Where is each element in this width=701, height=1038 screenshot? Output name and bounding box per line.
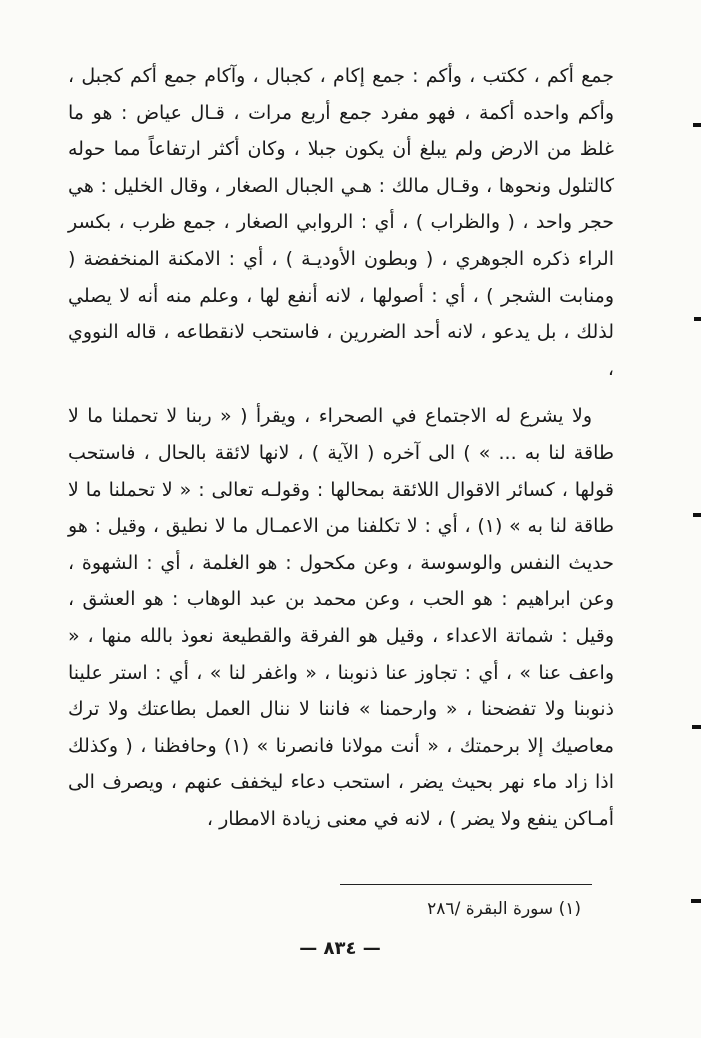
main-text <box>68 58 614 837</box>
scan-edge-mark <box>693 123 701 127</box>
paragraph: جمع أكم ، ككتب ، وأكم : جمع إكام ، كجبال ، وآكام جمع أكم كجبل ، وأكم واحده أكمة ، فهو مفرد جمع أربع مرات ، قـال عياض : هو ما غلظ من الارض ولم يبلغ أن يكون جبلا ، وكان أكثر ارتفاعاً مما حوله كالتلول ونحوها ، وقـال مالك : هـي الجبال الصغار ، وقال الخليل : هي حجر واحد ، ( والظراب ) ، أي : الروابي الصغار ، جمع ظرب ، بكسر الراء ذكره الجوهري ، ( وبطون الأوديـة ) ، أي : الامكنة المنخفضة ( ومنابت الشجر ) ، أي : أصولها ، لانه أنفع لها ، وعلم منه أنه لا يصلي لذلك ، بل يدعو ، لانه أحد الضررين ، فاستحب لانقطاعه ، قاله النووي ، <box>68 65 614 380</box>
scan-edge-mark <box>691 899 701 903</box>
scan-edge-mark <box>694 317 701 321</box>
scan-edge-mark <box>692 725 701 729</box>
paragraph: ولا يشرع له الاجتماع في الصحراء ، ويقرأ ( « ربنا لا تحملنا ما لا طاقة لنا به ... » ) الى آخره ( الآية ) ، لانها لائقة بالحال ، فاستحب قولها ، كسائر الاقوال اللائقة بمحالها : وقولـه تعالى : « لا تحملنا ما لا طاقة لنا به » (١) ، أي : لا تكلفنا من الاعمـال ما لا نطيق ، وقيل : هو حديث النفس والوسوسة ، وعن مكحول : هو الغلمة ، أي : الشهوة ، وعن ابراهيم : هو الحب ، وعن محمد بن عبد الوهاب : هو العشق ، وقيل : شماتة الاعداء ، وقيل هو الفرقة والقطيعة نعوذ بالله منها ، « واعف عنا » ، أي : تجاوز عنا ذنوبنا ، « واغفر لنا » ، أي : استر علينا ذنوبنا ولا تفضحنا ، « وارحمنا » فاننا لا ننال العمل بطاعتك ولا ترك معاصيك إلا برحمتك ، « أنت مولانا فانصرنا » (١) وحافظنا ، ( وكذلك اذا زاد ماء نهر بحيث يضر ، استحب دعاء ليخفف عنهم ، ويصرف الى أمـاكن ينفع ولا يضر ) ، لانه في معنى زيادة الامطار ، <box>68 405 614 830</box>
scan-edge-mark <box>693 513 701 517</box>
footnote: (١) سورة البقرة /٢٨٦ <box>427 899 581 919</box>
footnote-divider <box>340 884 592 885</box>
page-number: — ٨٣٤ — <box>299 938 381 959</box>
